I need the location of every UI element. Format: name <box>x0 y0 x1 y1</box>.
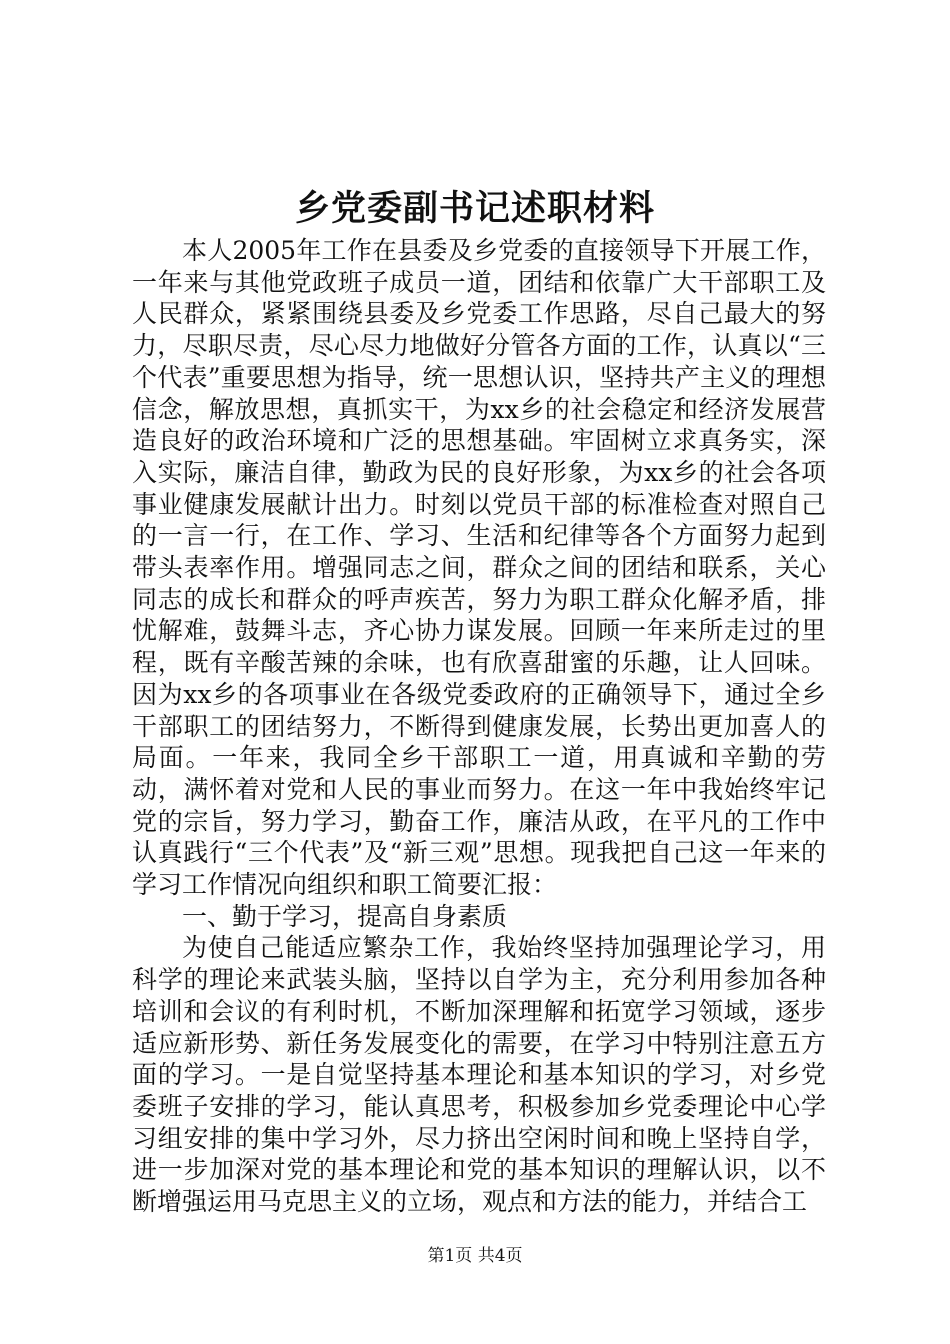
study-paragraph: 为使自己能适应繁杂工作，我始终坚持加强理论学习，用科学的理论来武装头脑，坚持以自学为主，充分利用参加各种培训和会议的有利时机，不断加深理解和拓宽学习领域，逐步适应新形势、新任务发展变化的需要，在学习中特别注意五方面的学习。一是自觉坚持基本理论和基本知识的学习，对乡党委班子安排的学习，能认真思考，积极参加乡党委理论中心学习组安排的集中学习外，尽力挤出空闲时间和晚上坚持自学，进一步加深对党的基本理论和党的基本知识的理解认识，以不断增强运用马克思主义的立场，观点和方法的能力，并结合工 <box>132 933 826 1217</box>
document-body <box>132 235 826 1218</box>
page-footer: 第1页 共4页 <box>427 1246 523 1266</box>
section-heading: 一、勤于学习，提高自身素质 <box>182 901 508 931</box>
intro-paragraph: 本人2005年工作在县委及乡党委的直接领导下开展工作，一年来与其他党政班子成员一道，团结和依靠广大干部职工及人民群众，紧紧围绕县委及乡党委工作思路，尽自己最大的努力，尽职尽责，尽心尽力地做好分管各方面的工作，认真以“三个代表”重要思想为指导，统一思想认识，坚持共产主义的理想信念，解放思想，真抓实干，为xx乡的社会稳定和经济发展营造良好的政治环境和广泛的思想基础。牢固树立求真务实，深入实际，廉洁自律，勤政为民的良好形象，为xx乡的社会各项事业健康发展献计出力。时刻以党员干部的标准检查对照自己的一言一行，在工作、学习、生活和纪律等各个方面努力起到带头表率作用。增强同志之间，群众之间的团结和联系，关心同志的成长和群众的呼声疾苦，努力为职工群众化解矛盾，排忧解难，鼓舞斗志，齐心协力谋发展。回顾一年来所走过的里程，既有辛酸苦辣的余味，也有欣喜甜蜜的乐趣，让人回味。因为xx乡的各项事业在各级党委政府的正确领导下，通过全乡干部职工的团结努力，不断得到健康发展，长势出更加喜人的局面。一年来，我同全乡干部职工一道，用真诚和辛勤的劳动，满怀着对党和人民的事业而努力。在这一年中我始终牢记党的宗旨，努力学习，勤奋工作，廉洁从政，在平凡的工作中认真践行“三个代表”及“新三观”思想。现我把自己这一年来的学习工作情况向组织和职工简要汇报： <box>132 236 826 900</box>
document-title: 乡党委副书记述职材料 <box>294 188 655 229</box>
